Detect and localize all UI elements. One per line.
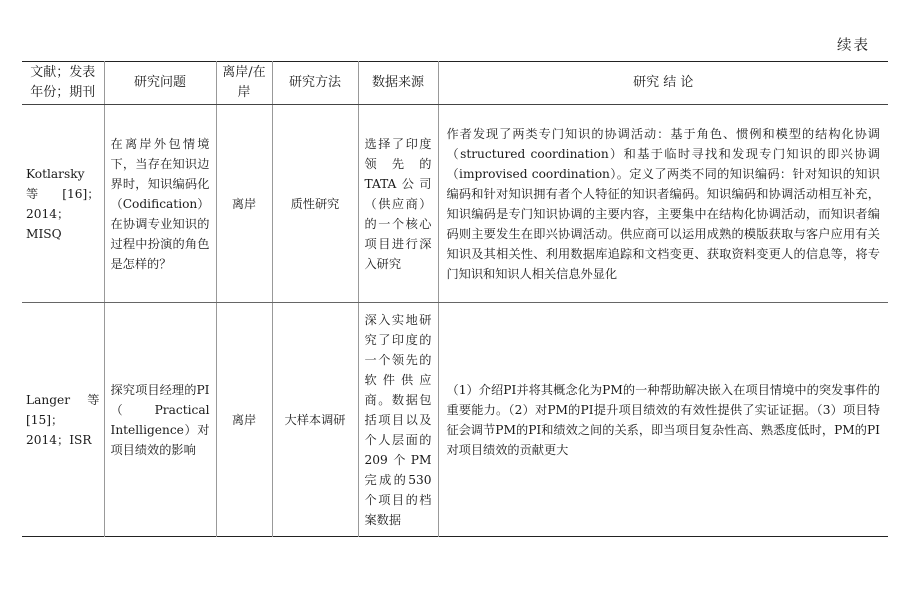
table-header-row (22, 62, 888, 105)
cell-conclusion: 作者发现了两类专门知识的协调活动：基于角色、惯例和模型的结构化协调（structured coordination）和基于临时寻找和发现专门知识的即兴协调（improvised coordination）。定义了两类不同的知识编码：针对知识的知识编码和针对知识拥有者个人特征的知识者编码。知识编码和协调活动相互补充，知识编码是专门知识协调的主要内容，主要集中在结构化协调活动，而知识者编码则主要发生在即兴协调活动。供应商可以运用成熟的模版获取与客户应用有关知识及其相关性、利用数据库追踪和文档变更、获取资料变更人的信息等，将专门知识和知识人相关信息外显化 (438, 105, 888, 303)
cell-conclusion: （1）介绍PI并将其概念化为PM的一种帮助解决嵌入在项目情境中的突发事件的重要能力。（2）对PM的PI提升项目绩效的有效性提供了实证证据。（3）项目特征会调节PM的PI和绩效之间的关系，即当项目复杂性高、熟悉度低时，PM的PI对项目绩效的贡献更大 (438, 303, 888, 537)
cell-location: 离岸 (216, 105, 272, 303)
table-row (22, 105, 888, 303)
header-location: 离岸/在岸 (216, 62, 272, 105)
cell-method: 质性研究 (272, 105, 358, 303)
cell-data-source: 选择了印度领先的TATA公司（供应商）的一个核心项目进行深入研究 (358, 105, 438, 303)
literature-table (22, 61, 888, 537)
header-data-source: 数据来源 (358, 62, 438, 105)
cell-location: 离岸 (216, 303, 272, 537)
cell-reference: Kotlarsky 等 [16]；2014；MISQ (22, 105, 104, 303)
header-question: 研究问题 (104, 62, 216, 105)
header-method: 研究方法 (272, 62, 358, 105)
cell-reference: Langer 等[15]；2014；ISR (26, 392, 100, 447)
continued-label: 续表 (837, 38, 870, 54)
table-row (22, 303, 888, 537)
cell-question: 在离岸外包情境下，当存在知识边界时，知识编码化（Codification）在协调专业知识的过程中扮演的角色是怎样的？ (104, 105, 216, 303)
cell-data-source: 深入实地研究了印度的一个领先的软件供应商。数据包括项目以及个人层面的209个PM完成的530个项目的档案数据 (358, 303, 438, 537)
cell-question: 探究项目经理的PI（Practical Intelligence）对项目绩效的影响 (104, 303, 216, 537)
header-reference: 文献；发表年份；期刊 (22, 62, 104, 105)
cell-method: 大样本调研 (272, 303, 358, 537)
header-conclusion: 研究 结 论 (438, 62, 888, 105)
